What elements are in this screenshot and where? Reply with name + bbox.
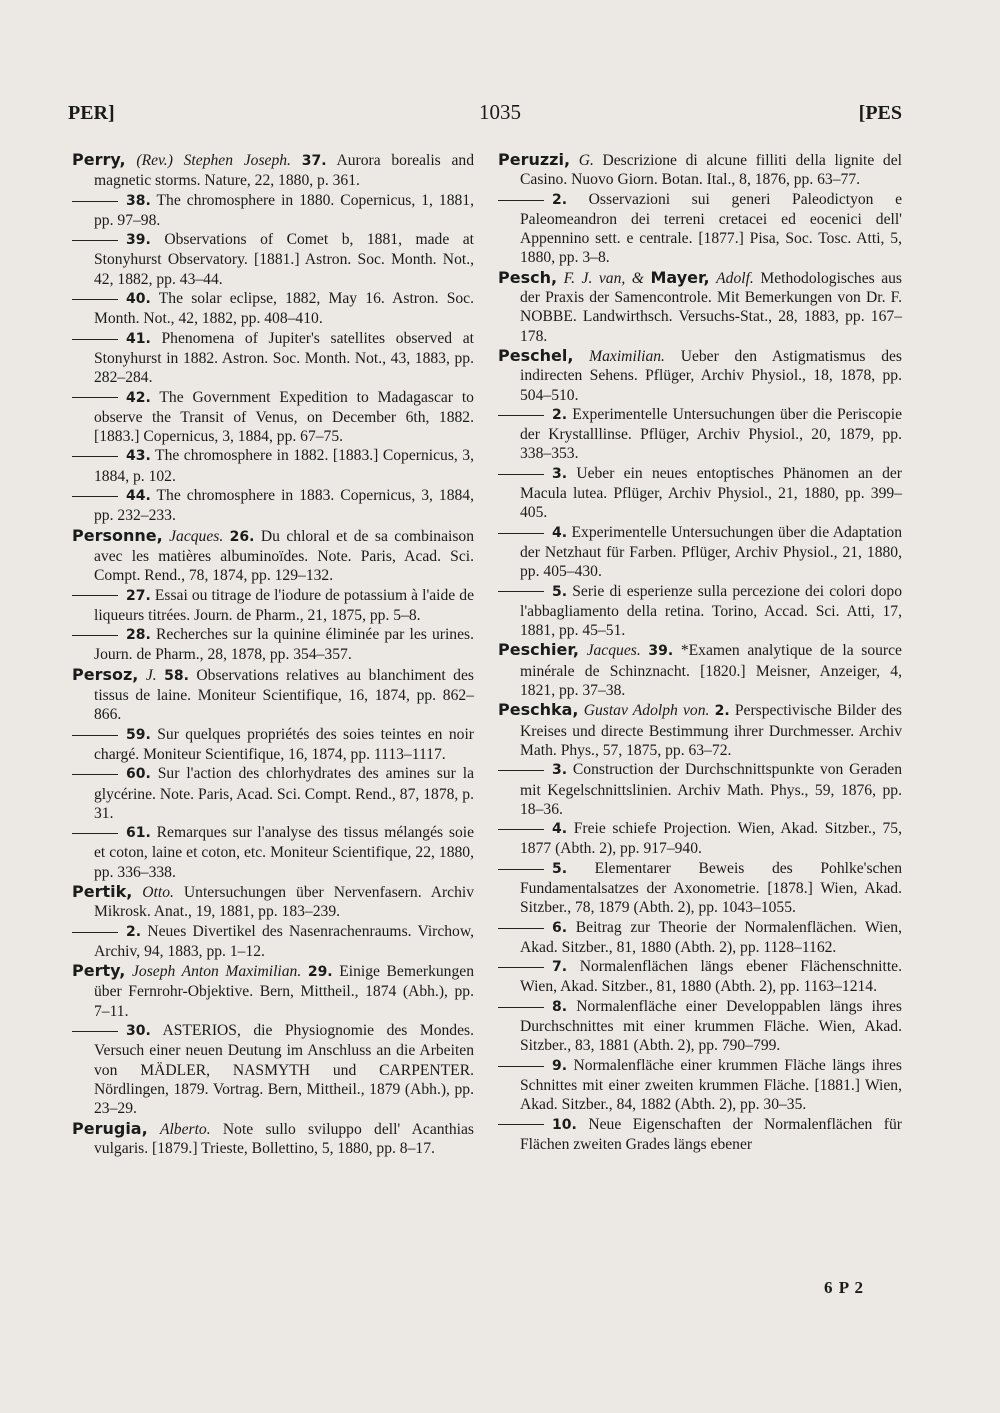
author-entry	[498, 268, 902, 346]
entry-number: 7.	[552, 959, 568, 976]
ditto-dash	[498, 200, 544, 201]
coauthor-given-name: Adolf.	[716, 269, 754, 287]
author-entry	[72, 150, 474, 191]
entry-number: 39.	[126, 232, 151, 249]
sub-entry	[72, 329, 474, 388]
author-given-name: Gustav Adolph von.	[583, 702, 710, 720]
author-name: Perty,	[72, 961, 126, 981]
entry-text: Beitrag zur Theorie der Normalenflächen. Wien, Akad. Sitzber., 81, 1880 (Abth. 2), pp. 1128–1162.	[520, 918, 902, 956]
sub-entry	[72, 725, 474, 765]
entry-number: 27.	[126, 587, 151, 604]
entry-number: 6.	[552, 919, 568, 936]
entry-number: 4.	[552, 524, 568, 541]
sub-entry	[498, 1056, 902, 1115]
header-left: PER]	[68, 102, 115, 124]
entry-text: Du chloral et de sa combinaison avec les matières albuminoïdes. Note. Paris, Acad. Sci. Compt. Rend., 78, 1874, pp. 129–132.	[94, 527, 474, 585]
ditto-dash	[72, 456, 118, 457]
signature-mark: 6 P 2	[824, 1278, 864, 1297]
author-name: Peschier,	[498, 640, 579, 660]
ditto-dash	[72, 735, 118, 736]
sub-entry	[498, 464, 902, 523]
entry-number: 60.	[126, 766, 151, 783]
ditto-dash	[72, 339, 118, 340]
sub-entry	[72, 922, 474, 962]
entry-text: Phenomena of Jupiter's satellites observed at Stonyhurst in 1882. Astron. Soc. Month. Not., 43, 1883, pp. 282–284.	[94, 329, 474, 387]
author-given-name: F. J. van, &	[563, 269, 644, 287]
entry-text: The Government Expedition to Madagascar to observe the Transit of Venus, on December 6th, 1882. [1883.] Copernicus, 3, 1884, pp. 67–75.	[94, 388, 474, 446]
right-column	[498, 150, 902, 1154]
entry-text: Construction der Durchschnittspunkte von Geraden mit Kegelschnittslinien. Archiv Math. Phys., 59, 1876, pp. 18–36.	[520, 761, 902, 818]
author-given-name: G.	[578, 152, 594, 169]
sub-entry	[72, 586, 474, 626]
entry-text: Neues Divertikel des Nasenrachenraums. Virchow, Archiv, 94, 1883, pp. 1–12.	[94, 922, 475, 960]
entry-number: 39.	[648, 643, 674, 660]
ditto-dash	[72, 1031, 118, 1032]
entry-number: 58.	[164, 667, 189, 684]
ditto-dash	[72, 496, 118, 497]
entry-number: 30.	[126, 1023, 151, 1040]
ditto-dash	[498, 829, 544, 830]
entry-text: Descrizione di alcune filliti della lignite del Casino. Nuovo Giorn. Botan. Ital., 8, 1876, pp. 63–77.	[520, 152, 902, 189]
ditto-dash	[498, 770, 544, 771]
entry-text: Ueber den Astigmatismus des indirecten Sehens. Pflüger, Archiv Physiol., 18, 1878, pp. 504–510.	[520, 347, 902, 404]
sub-entry	[72, 625, 474, 665]
sub-entry	[498, 859, 902, 918]
entry-number: 42.	[126, 389, 151, 406]
sub-entry	[72, 388, 474, 447]
entry-number: 8.	[552, 998, 568, 1015]
author-name: Peschka,	[498, 700, 579, 720]
entry-text: Normalenfläche einer krummen Fläche längs ihres Schnittes mit einer zweiten krummen Fläche. [1881.] Wien, Akad. Sitzber., 84, 1882 (Abth. 2), pp. 30–35.	[520, 1056, 902, 1114]
entry-number: 10.	[552, 1116, 577, 1133]
entry-text: Sur quelques propriétés des soies teintes en noir chargé. Moniteur Scientifique, 16, 1874, pp. 1113–1117.	[94, 725, 474, 763]
entry-number: 44.	[126, 488, 151, 505]
entry-text: Untersuchungen über Nervenfasern. Archiv Mikrosk. Anat., 19, 1881, pp. 183–239.	[94, 883, 474, 921]
author-given-name: (Rev.) Stephen Joseph.	[136, 152, 291, 169]
sub-entry	[498, 760, 902, 819]
sub-entry	[72, 446, 474, 486]
author-given-name: Maximilian.	[589, 347, 665, 365]
entry-number: 28.	[126, 627, 151, 644]
author-name: Persoz,	[72, 664, 139, 684]
entry-text: The chromosphere in 1882. [1883.] Copernicus, 3, 1884, p. 102.	[94, 447, 474, 485]
ditto-dash	[72, 595, 118, 596]
sub-entry	[498, 957, 902, 997]
entry-text: Perspectivische Bilder des Kreises und directe Bestimmung ihrer Durchmesser. Archiv Math. Phys., 57, 1875, pp. 63–72.	[520, 702, 902, 759]
ditto-dash	[72, 397, 118, 398]
entry-number: 3.	[552, 762, 568, 779]
entry-number: 40.	[126, 291, 151, 308]
author-given-name: Otto.	[142, 883, 174, 901]
entry-number: 29.	[307, 964, 333, 981]
sub-entry	[498, 405, 902, 464]
author-given-name: Alberto.	[159, 1120, 211, 1138]
ditto-dash	[72, 932, 118, 933]
sub-entry	[498, 918, 902, 958]
ditto-dash	[498, 591, 544, 592]
author-name: Personne,	[72, 525, 163, 545]
ditto-dash	[72, 774, 118, 775]
header-right: [PES	[858, 102, 902, 124]
author-given-name: Jacques.	[586, 642, 641, 660]
entry-text: Normalenfläche einer Developpablen längs ihres Durchschnittes mit einer krummen Fläche. Wien, Akad. Sitzber., 83, 1881 (Abth. 2), pp. 790–799.	[520, 997, 902, 1055]
entry-text: The chromosphere in 1883. Copernicus, 3, 1884, pp. 232–233.	[94, 487, 474, 525]
entry-text: Experimentelle Untersuchungen über die Adaptation der Netzhaut für Farben. Pflüger, Archiv Physiol., 21, 1880, pp. 405–430.	[520, 523, 902, 581]
entry-number: 2.	[126, 923, 142, 940]
author-given-name: Jacques.	[169, 527, 224, 545]
ditto-dash	[72, 833, 118, 834]
coauthor-name: Mayer,	[650, 267, 710, 287]
entry-text: ASTERIOS, die Physiognomie des Mondes. Versuch einer neuen Deutung im Anschluss an die Arbeiten von MÄDLER, NASMYTH und CARPENTER. Nördlingen, 1879. Vortrag. Bern, Mittheil., 1879 (Abh.), pp. 23–29.	[94, 1022, 474, 1118]
ditto-dash	[498, 967, 544, 968]
author-name: Perry,	[72, 150, 126, 169]
ditto-dash	[498, 928, 544, 929]
entry-text: Serie di esperienze sulla percezione dei colori dopo l'abbagliamento della retina. Torino, Accad. Sci. Atti, 17, 1881, pp. 45–51.	[520, 582, 902, 640]
author-entry	[72, 961, 474, 1021]
sub-entry	[72, 1021, 474, 1118]
entry-number: 2.	[552, 191, 568, 208]
sub-entry	[72, 764, 474, 823]
sub-entry	[498, 523, 902, 582]
entry-text: Aurora borealis and magnetic storms. Nature, 22, 1880, p. 361.	[94, 152, 475, 190]
author-entry	[72, 1119, 474, 1159]
ditto-dash	[498, 415, 544, 416]
author-name: Pesch,	[498, 267, 558, 287]
entry-text: Observations of Comet b, 1881, made at Stonyhurst Observatory. [1881.] Astron. Soc. Month. Not., 42, 1882, pp. 43–44.	[94, 231, 474, 288]
entry-text: Remarques sur l'analyse des tissus mélangés soie et coton, laine et coton, etc. Moniteur Scientifique, 22, 1880, pp. 336–338.	[94, 824, 474, 881]
sub-entry	[72, 486, 474, 526]
ditto-dash	[498, 533, 544, 534]
entry-number: 26.	[229, 528, 255, 545]
author-given-name: Joseph Anton Maximilian.	[131, 963, 302, 981]
entry-number: 4.	[552, 821, 568, 838]
ditto-dash	[498, 1124, 544, 1125]
entry-text: Elementarer Beweis des Pohlke'schen Fundamentalsatzes der Axonometrie. [1878.] Wien, Akad. Sitzber., 78, 1879 (Abth. 2), pp. 1043–1055.	[520, 859, 902, 917]
entry-text: Methodologisches aus der Praxis der Samencontrole. Mit Bemerkungen von Dr. F. NOBBE. Landwirthsch. Versuchs-Stat., 28, 1883, pp. 167–178.	[520, 269, 902, 345]
author-entry	[498, 700, 902, 760]
ditto-dash	[498, 1066, 544, 1067]
sub-entry	[498, 997, 902, 1056]
entry-text: Sur l'action des chlorhydrates des amines sur la glycérine. Note. Paris, Acad. Sci. Compt. Rend., 87, 1878, p. 31.	[94, 765, 474, 822]
entry-number: 61.	[126, 825, 151, 842]
entry-number: 43.	[126, 448, 151, 465]
entry-number: 41.	[126, 330, 151, 347]
ditto-dash	[498, 1007, 544, 1008]
entry-text: Essai ou titrage de l'iodure de potassium à l'aide de liqueurs titrées. Journ. de Pharm., 21, 1875, pp. 5–8.	[94, 586, 474, 624]
entry-number: 38.	[126, 192, 151, 209]
entry-text: Osservazioni sui generi Paleodictyon e Paleomeandron dei terreni cretacei ed eocenici dell' Appennino sett. e centrale. [1877.] Pisa, Soc. Tosc. Atti, 5, 1880, pp. 3–8.	[520, 190, 902, 267]
entry-text: Note sullo sviluppo dell' Acanthias vulgaris. [1879.] Trieste, Bollettino, 5, 1880, pp. 8–17.	[94, 1120, 474, 1157]
ditto-dash	[498, 869, 544, 870]
author-name: Peruzzi,	[498, 150, 571, 169]
author-entry	[72, 665, 474, 725]
entry-number: 2.	[714, 703, 730, 720]
author-given-name: J.	[145, 666, 157, 684]
author-name: Perugia,	[72, 1118, 148, 1138]
ditto-dash	[72, 299, 118, 300]
sub-entry	[498, 819, 902, 859]
entry-text: Freie schiefe Projection. Wien, Akad. Sitzber., 75, 1877 (Abth. 2), pp. 917–940.	[520, 820, 902, 858]
sub-entry	[498, 190, 902, 268]
author-name: Pertik,	[72, 881, 133, 901]
sub-entry	[72, 191, 474, 231]
left-column	[72, 150, 474, 1158]
author-entry	[498, 640, 902, 700]
sub-entry	[498, 582, 902, 641]
entry-number: 5.	[552, 583, 568, 600]
author-entry	[72, 526, 474, 586]
entry-text: Neue Eigenschaften der Normalenflächen für Flächen zweiten Grades längs ebener	[520, 1115, 902, 1153]
entry-number: 37.	[301, 153, 327, 169]
entry-text: Recherches sur la quinine éliminée par les urines. Journ. de Pharm., 28, 1878, pp. 354–357.	[94, 626, 474, 664]
entry-text: Observations relatives au blanchiment des tissus de laine. Moniteur Scientifique, 16, 1874, pp. 862–866.	[94, 666, 474, 724]
entry-text: *Examen analytique de la source minérale de Schinznacht. [1820.] Meisner, Anzeiger, 4, 1821, pp. 37–38.	[520, 642, 902, 700]
author-entry	[72, 882, 474, 922]
entry-text: Einige Bemerkungen über Fernrohr-Objektive. Bern, Mittheil., 1874 (Abh.), pp. 7–11.	[94, 963, 474, 1020]
entry-text: Normalenflächen längs ebener Flächenschnitte. Wien, Akad. Sitzber., 81, 1880 (Abth. 2), pp. 1163–1214.	[520, 958, 902, 996]
entry-text: Experimentelle Untersuchungen über die Periscopie der Krystalllinse. Pflüger, Archiv Physiol., 20, 1879, pp. 338–353.	[520, 405, 902, 463]
ditto-dash	[72, 240, 118, 241]
sub-entry	[72, 823, 474, 882]
entry-text: Ueber ein neues entoptisches Phänomen an der Macula lutea. Pflüger, Archiv Physiol., 21, 1880, pp. 399–405.	[520, 464, 902, 522]
ditto-dash	[498, 474, 544, 475]
ditto-dash	[72, 201, 118, 202]
entry-text: The chromosphere in 1880. Copernicus, 1, 1881, pp. 97–98.	[94, 191, 474, 229]
entry-number: 2.	[552, 406, 568, 423]
entry-number: 3.	[552, 465, 568, 482]
entry-number: 59.	[126, 726, 151, 743]
author-entry	[498, 346, 902, 405]
ditto-dash	[72, 635, 118, 636]
entry-text: The solar eclipse, 1882, May 16. Astron. Soc. Month. Not., 42, 1882, pp. 408–410.	[94, 290, 474, 328]
sub-entry	[72, 289, 474, 329]
page-number: 1035	[479, 100, 521, 124]
entry-number: 5.	[552, 860, 568, 877]
sub-entry	[72, 230, 474, 289]
author-name: Peschel,	[498, 345, 574, 365]
author-entry	[498, 150, 902, 190]
entry-number: 9.	[552, 1057, 568, 1074]
sub-entry	[498, 1115, 902, 1155]
